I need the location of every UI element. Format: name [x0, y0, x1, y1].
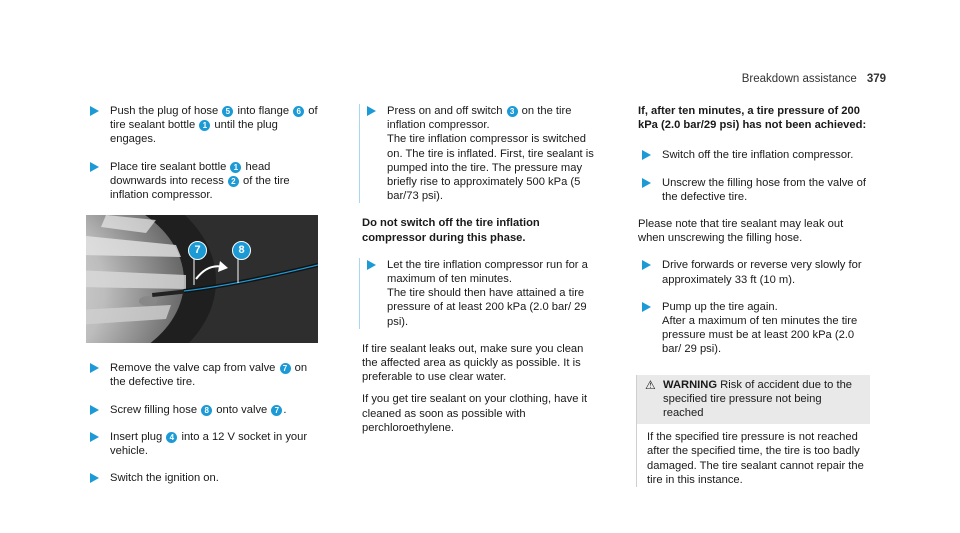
instruction-step: [86, 361, 318, 389]
column-2: [362, 104, 594, 443]
arrow-icon: [367, 106, 376, 116]
callout-badge-6: 6: [293, 106, 304, 117]
step-unscrew: Unscrew the filling hose from the valve of the defective tire.: [638, 176, 870, 204]
steps-bottom: [86, 361, 318, 485]
callout-badge-3: 3: [507, 106, 518, 117]
instruction-step: [86, 430, 318, 458]
step-text: Remove the valve cap from valve: [110, 362, 279, 375]
instruction-step: [86, 403, 318, 417]
arrow-icon: [90, 405, 99, 415]
callout-badge-4: 4: [166, 432, 177, 443]
step-text: Insert plug: [110, 430, 166, 443]
leak-paragraph: If tire sealant leaks out, make sure you clean the affected area as quickly as possible. It is preferable to use clear water.: [362, 342, 584, 384]
step-text: into a 12 V socket in your vehicle.: [110, 430, 308, 458]
callout-badge-7: 7: [280, 363, 291, 374]
page-header: [742, 72, 886, 86]
arrow-icon: [367, 260, 376, 270]
section-title: Breakdown assistance: [741, 73, 857, 85]
step-text: Screw filling hose: [110, 403, 201, 416]
step-switch-off: Switch off the tire inflation compressor.: [638, 148, 870, 162]
column-1: [86, 104, 318, 498]
wheel-illustration: [86, 215, 318, 343]
step-let-run: [359, 258, 594, 329]
step-text: Let the tire inflation compressor run for a maximum of ten minutes. The tire should then have attained a tire pressure of at least 200 kPa (2.0 bar/ 29 psi).: [387, 258, 588, 328]
arrow-icon: [642, 178, 651, 188]
condition-heading: If, after ten minutes, a tire pressure of 200 kPa (2.0 bar/29 psi) has not been achieved:: [638, 105, 867, 132]
steps-top: [86, 104, 318, 202]
step-drive: Drive forwards or reverse very slowly for approximately 33 ft (10 m).: [638, 258, 870, 286]
arrow-icon: [90, 363, 99, 373]
arrow-icon: [90, 162, 99, 172]
phase-heading: Do not switch off the tire inflation compressor during this phase.: [362, 217, 540, 244]
step-text: onto valve: [213, 403, 271, 416]
warning-body: If the specified tire pressure is not reached after the specified time, the tire is too badly damaged. The tire sealant cannot repair the tire in this instance.: [647, 431, 864, 486]
warning-subtitle: Risk of accident due to the specified tire pressure not being reached: [663, 378, 853, 420]
callout-badge-8: 8: [201, 405, 212, 416]
arrow-icon: [642, 302, 651, 312]
step-text: Switch the ignition on.: [110, 472, 219, 485]
clothing-paragraph: If you get tire sealant on your clothing, have it cleaned as soon as possible with perchloroethylene.: [362, 393, 588, 434]
note-paragraph: Please note that tire sealant may leak out when unscrewing the filling hose.: [638, 218, 844, 245]
callout-8: 8: [232, 241, 251, 260]
callout-badge-5: 5: [222, 106, 233, 117]
arrow-icon: [90, 473, 99, 483]
step-text: on the tire inflation compressor. The tire inflation compressor is switched on. The tire is inflated. First, tire sealant is pumped into the tire. The pressure may briefly rise to approximately 500 kPa (5 bar/73 psi).: [387, 105, 594, 203]
step-text: until the plug engages.: [110, 119, 278, 146]
column-3: [638, 104, 870, 487]
step-text: Place tire sealant bottle: [110, 160, 230, 173]
warning-box: [636, 375, 870, 487]
callout-badge-2: 2: [228, 176, 239, 187]
warning-header: [637, 375, 870, 425]
step-text: of tire sealant bottle: [110, 105, 318, 132]
instruction-step: [86, 471, 318, 485]
instruction-step: [86, 104, 318, 147]
arrow-icon: [90, 432, 99, 442]
warning-title: WARNING: [663, 378, 718, 391]
warning-triangle-icon: ⚠: [645, 377, 656, 392]
callout-badge-1: 1: [230, 162, 241, 173]
step-text: Push the plug of hose: [110, 105, 222, 117]
step-text: of the tire inflation compressor.: [110, 174, 290, 202]
callout-7: 7: [188, 241, 207, 260]
page-number: 379: [866, 73, 886, 85]
step-pump-again: Pump up the tire again. After a maximum of ten minutes the tire pressure must be at least 200 kPa (2.0 bar/ 29 psi).: [638, 300, 870, 357]
arrow-icon: [642, 260, 651, 270]
arrow-icon: [642, 150, 651, 160]
callout-badge-7: 7: [271, 405, 282, 416]
step-text: .: [283, 403, 287, 416]
step-press-switch: [359, 104, 594, 203]
callout-badge-1: 1: [199, 120, 210, 131]
step-text: on the defective tire.: [110, 362, 308, 389]
step-text: Press on and off switch: [387, 105, 506, 117]
instruction-step: [86, 160, 318, 203]
arrow-icon: [90, 106, 99, 116]
step-text: into flange: [234, 105, 293, 117]
step-text: head downwards into recess: [110, 160, 271, 187]
wheel-valve-svg: [86, 215, 318, 343]
